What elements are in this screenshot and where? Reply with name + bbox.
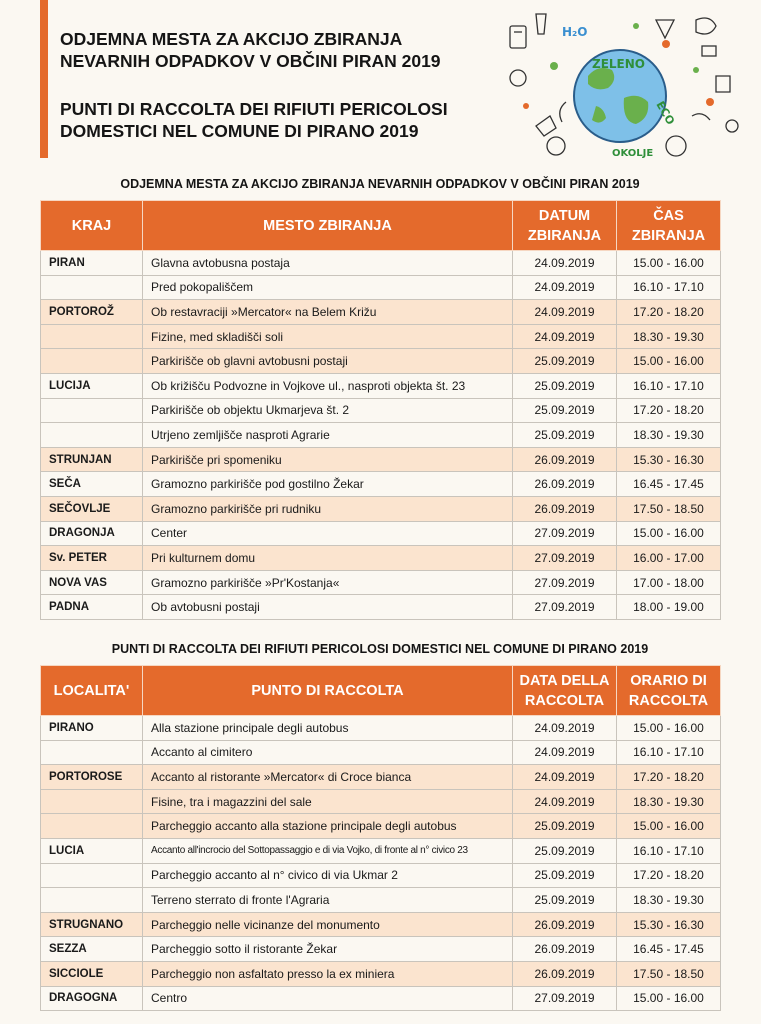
table-row: [41, 521, 721, 546]
table-row: [41, 888, 721, 913]
time-cell: 16.10 - 17.10: [617, 275, 721, 300]
location-cell: NOVA VAS: [41, 570, 143, 595]
location-cell: STRUNJAN: [41, 447, 143, 472]
place-cell: Terreno sterrato di fronte l'Agraria: [143, 888, 513, 913]
date-cell: 26.09.2019: [513, 496, 617, 521]
title-sl-line2: NEVARNIH ODPADKOV V OBČINI PIRAN 2019: [60, 51, 441, 71]
table-row: [41, 423, 721, 448]
table-row: [41, 789, 721, 814]
header-kraj: KRAJ: [41, 201, 143, 251]
table-row: [41, 838, 721, 863]
date-cell: 27.09.2019: [513, 521, 617, 546]
date-cell: 25.09.2019: [513, 814, 617, 839]
location-cell: [41, 888, 143, 913]
date-cell: 26.09.2019: [513, 447, 617, 472]
time-cell: 15.00 - 16.00: [617, 349, 721, 374]
date-cell: 25.09.2019: [513, 863, 617, 888]
time-cell: 17.20 - 18.20: [617, 765, 721, 790]
time-cell: 15.00 - 16.00: [617, 814, 721, 839]
place-cell: Parkirišče pri spomeniku: [143, 447, 513, 472]
header-datum: DATUM ZBIRANJA: [513, 201, 617, 251]
time-cell: 17.00 - 18.00: [617, 570, 721, 595]
date-cell: 26.09.2019: [513, 937, 617, 962]
location-cell: [41, 789, 143, 814]
place-cell: Gramozno parkirišče pri rudniku: [143, 496, 513, 521]
place-cell: Fisine, tra i magazzini del sale: [143, 789, 513, 814]
place-cell: Alla stazione principale degli autobus: [143, 716, 513, 741]
location-cell: SEČOVLJE: [41, 496, 143, 521]
location-cell: [41, 275, 143, 300]
table-row: [41, 716, 721, 741]
date-cell: 25.09.2019: [513, 423, 617, 448]
table-row: [41, 765, 721, 790]
location-cell: LUCIJA: [41, 373, 143, 398]
time-cell: 17.50 - 18.50: [617, 496, 721, 521]
header-data: DATA DELLA RACCOLTA: [513, 666, 617, 716]
title-it-line1: PUNTI DI RACCOLTA DEI RIFIUTI PERICOLOSI: [60, 99, 448, 119]
time-cell: 16.45 - 17.45: [617, 472, 721, 497]
location-cell: STRUGNANO: [41, 912, 143, 937]
date-cell: 24.09.2019: [513, 765, 617, 790]
location-cell: [41, 349, 143, 374]
time-cell: 17.20 - 18.20: [617, 398, 721, 423]
place-cell: Parcheggio accanto al n° civico di via Ukmar 2: [143, 863, 513, 888]
location-cell: PIRANO: [41, 716, 143, 741]
place-cell: Parcheggio sotto il ristorante Žekar: [143, 937, 513, 962]
location-cell: SEZZA: [41, 937, 143, 962]
table-row: [41, 275, 721, 300]
location-cell: [41, 324, 143, 349]
header-localita: LOCALITA': [41, 666, 143, 716]
time-cell: 15.30 - 16.30: [617, 447, 721, 472]
location-cell: [41, 863, 143, 888]
time-cell: 16.10 - 17.10: [617, 373, 721, 398]
place-cell: Accanto al cimitero: [143, 740, 513, 765]
date-cell: 27.09.2019: [513, 595, 617, 620]
location-cell: PADNA: [41, 595, 143, 620]
place-cell: Parcheggio nelle vicinanze del monumento: [143, 912, 513, 937]
date-cell: 25.09.2019: [513, 373, 617, 398]
time-cell: 18.30 - 19.30: [617, 423, 721, 448]
title-sl-line1: ODJEMNA MESTA ZA AKCIJO ZBIRANJA: [60, 29, 403, 49]
date-cell: 24.09.2019: [513, 324, 617, 349]
table-row: [41, 863, 721, 888]
date-cell: 24.09.2019: [513, 251, 617, 276]
date-cell: 25.09.2019: [513, 838, 617, 863]
place-cell: Gramozno parkirišče pod gostilno Žekar: [143, 472, 513, 497]
place-cell: Parcheggio non asfaltato presso la ex miniera: [143, 961, 513, 986]
date-cell: 24.09.2019: [513, 275, 617, 300]
time-cell: 16.45 - 17.45: [617, 937, 721, 962]
table-row: [41, 912, 721, 937]
header-mesto: MESTO ZBIRANJA: [143, 201, 513, 251]
time-cell: 15.30 - 16.30: [617, 912, 721, 937]
place-cell: Center: [143, 521, 513, 546]
place-cell: Ob avtobusni postaji: [143, 595, 513, 620]
time-cell: 16.10 - 17.10: [617, 838, 721, 863]
time-cell: 15.00 - 16.00: [617, 251, 721, 276]
date-cell: 27.09.2019: [513, 570, 617, 595]
location-cell: [41, 740, 143, 765]
logo-text-zeleno: ZELENO: [592, 57, 645, 71]
logo-text-h2o: H₂O: [562, 25, 588, 39]
table-row: [41, 814, 721, 839]
date-cell: 27.09.2019: [513, 546, 617, 571]
location-cell: PORTOROŽ: [41, 300, 143, 325]
location-cell: DRAGONJA: [41, 521, 143, 546]
place-cell: Parkirišče ob objektu Ukmarjeva št. 2: [143, 398, 513, 423]
place-cell: Accanto al ristorante »Mercator« di Croce bianca: [143, 765, 513, 790]
table-row: [41, 595, 721, 620]
location-cell: PORTOROSE: [41, 765, 143, 790]
location-cell: [41, 398, 143, 423]
table-row: [41, 398, 721, 423]
collection-table-it: [40, 665, 721, 1011]
date-cell: 25.09.2019: [513, 398, 617, 423]
date-cell: 25.09.2019: [513, 888, 617, 913]
time-cell: 16.00 - 17.00: [617, 546, 721, 571]
place-cell: Ob restavraciji »Mercator« na Belem Križu: [143, 300, 513, 325]
table-sl-title: ODJEMNA MESTA ZA AKCIJO ZBIRANJA NEVARNIH ODPADKOV V OBČINI PIRAN 2019: [120, 177, 640, 191]
location-cell: DRAGOGNA: [41, 986, 143, 1011]
table-row: [41, 300, 721, 325]
time-cell: 15.00 - 16.00: [617, 986, 721, 1011]
place-cell: Centro: [143, 986, 513, 1011]
place-cell: Utrjeno zemljišče nasproti Agrarie: [143, 423, 513, 448]
table-it-title: PUNTI DI RACCOLTA DEI RIFIUTI PERICOLOSI DOMESTICI NEL COMUNE DI PIRANO 2019: [111, 642, 649, 656]
time-cell: 15.00 - 16.00: [617, 521, 721, 546]
table-row: [41, 986, 721, 1011]
place-cell: Glavna avtobusna postaja: [143, 251, 513, 276]
place-cell: Gramozno parkirišče »Pr'Kostanja«: [143, 570, 513, 595]
time-cell: 16.10 - 17.10: [617, 740, 721, 765]
time-cell: 15.00 - 16.00: [617, 716, 721, 741]
place-cell: Pred pokopališčem: [143, 275, 513, 300]
time-cell: 18.30 - 19.30: [617, 789, 721, 814]
location-cell: PIRAN: [41, 251, 143, 276]
header-orario: ORARIO DI RACCOLTA: [617, 666, 721, 716]
date-cell: 25.09.2019: [513, 349, 617, 374]
table-row: [41, 937, 721, 962]
page-title: [60, 28, 500, 142]
accent-bar: [40, 0, 48, 158]
location-cell: Sv. PETER: [41, 546, 143, 571]
place-cell: Parcheggio accanto alla stazione principale degli autobus: [143, 814, 513, 839]
table-row: [41, 472, 721, 497]
table-row: [41, 961, 721, 986]
date-cell: 26.09.2019: [513, 912, 617, 937]
green-earth-logo: [496, 6, 744, 166]
date-cell: 24.09.2019: [513, 740, 617, 765]
logo-text-okolje: OKOLJE: [612, 148, 654, 159]
table-row: [41, 447, 721, 472]
table-row: [41, 570, 721, 595]
time-cell: 17.20 - 18.20: [617, 300, 721, 325]
time-cell: 18.30 - 19.30: [617, 888, 721, 913]
table-row: [41, 740, 721, 765]
date-cell: 24.09.2019: [513, 716, 617, 741]
date-cell: 26.09.2019: [513, 472, 617, 497]
time-cell: 17.20 - 18.20: [617, 863, 721, 888]
time-cell: 17.50 - 18.50: [617, 961, 721, 986]
table-row: [41, 546, 721, 571]
location-cell: [41, 814, 143, 839]
place-cell: Pri kulturnem domu: [143, 546, 513, 571]
time-cell: 18.30 - 19.30: [617, 324, 721, 349]
table-row: [41, 349, 721, 374]
table-row: [41, 373, 721, 398]
time-cell: 18.00 - 19.00: [617, 595, 721, 620]
date-cell: 24.09.2019: [513, 789, 617, 814]
place-cell: Parkirišče ob glavni avtobusni postaji: [143, 349, 513, 374]
table-row: [41, 324, 721, 349]
place-cell: Accanto all'incrocio del Sottopassaggio e di via Vojko, di fronte al n° civico 23: [143, 838, 513, 863]
location-cell: SICCIOLE: [41, 961, 143, 986]
table-row: [41, 251, 721, 276]
header-punto: PUNTO DI RACCOLTA: [143, 666, 513, 716]
logo-text-eco: ECO: [653, 99, 678, 128]
collection-table-sl: [40, 200, 721, 620]
location-cell: SEČA: [41, 472, 143, 497]
location-cell: [41, 423, 143, 448]
location-cell: LUCIA: [41, 838, 143, 863]
date-cell: 24.09.2019: [513, 300, 617, 325]
date-cell: 27.09.2019: [513, 986, 617, 1011]
title-it-line2: DOMESTICI NEL COMUNE DI PIRANO 2019: [60, 121, 419, 141]
header-cas: ČAS ZBIRANJA: [617, 201, 721, 251]
date-cell: 26.09.2019: [513, 961, 617, 986]
place-cell: Ob križišču Podvozne in Vojkove ul., nasproti objekta št. 23: [143, 373, 513, 398]
place-cell: Fizine, med skladišči soli: [143, 324, 513, 349]
table-row: [41, 496, 721, 521]
